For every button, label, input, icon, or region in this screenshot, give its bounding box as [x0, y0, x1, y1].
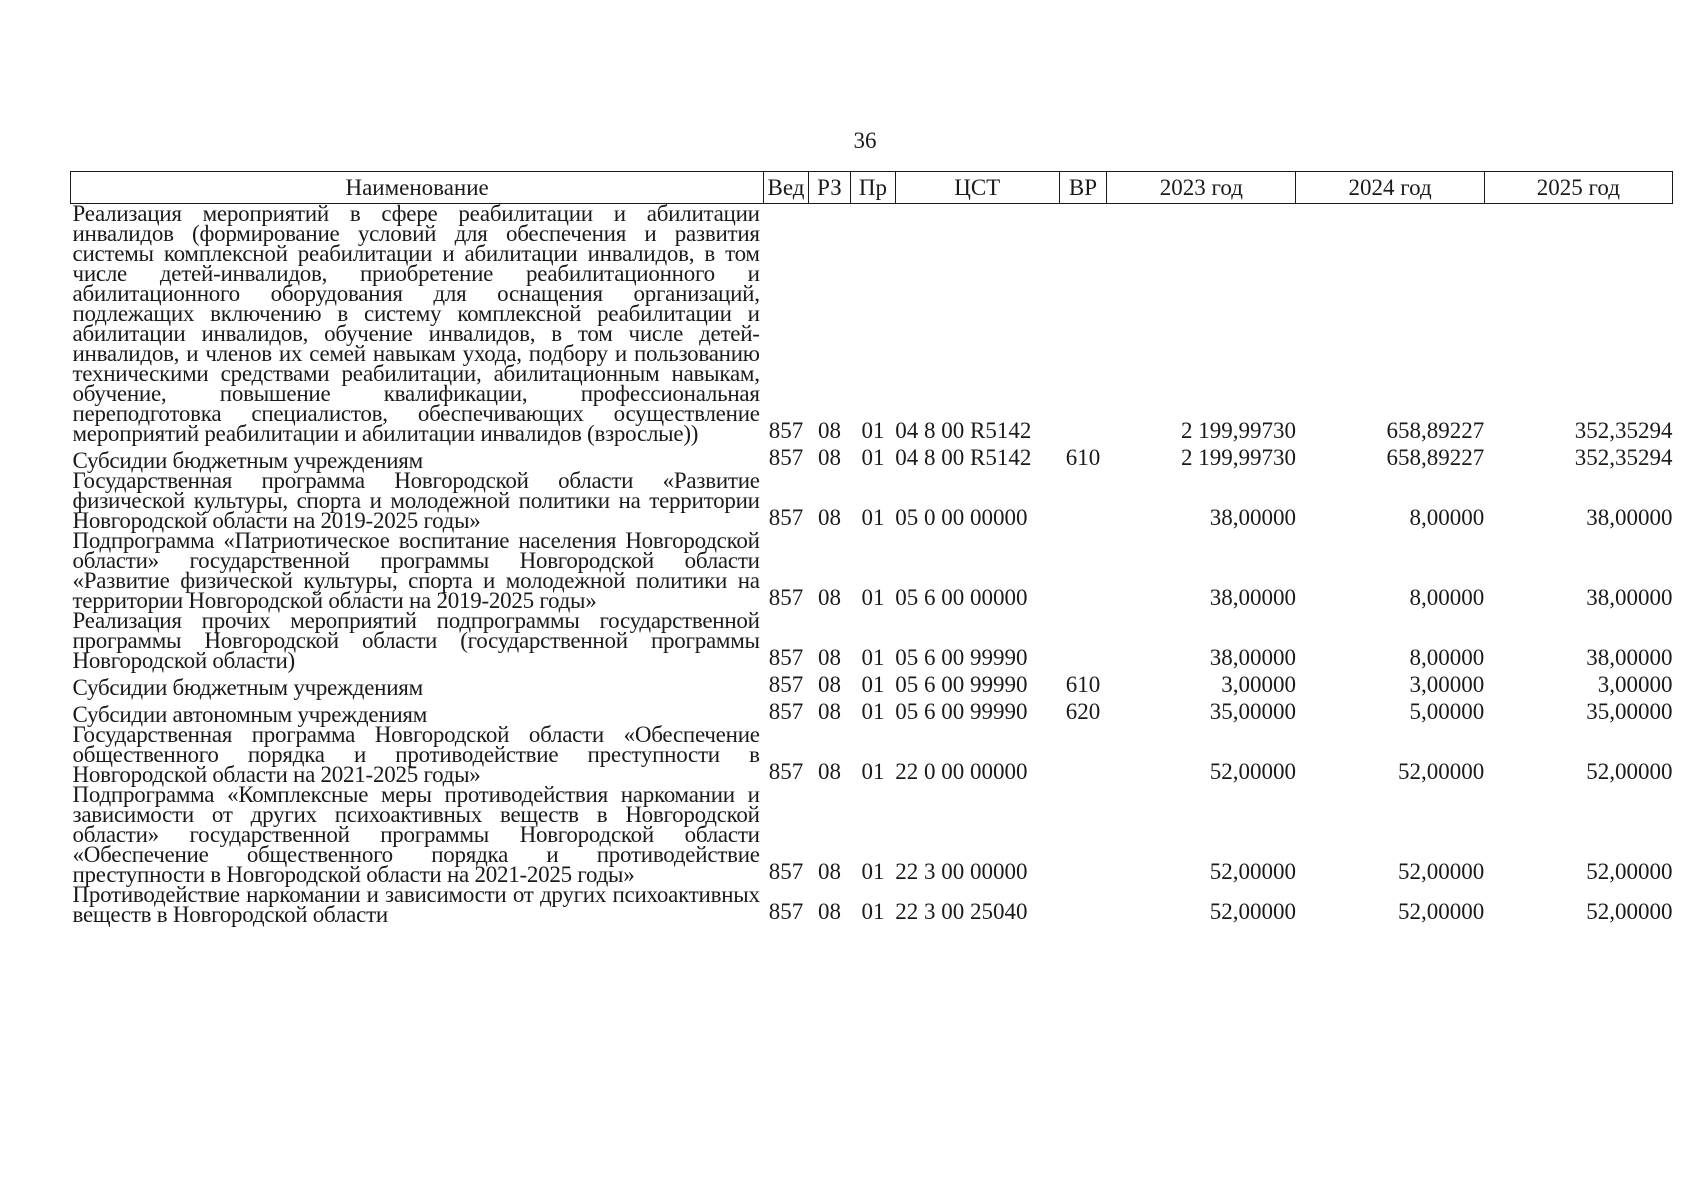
row-cst: 04 8 00 R5142: [895, 418, 1032, 443]
row-2023: 2 199,99730: [1180, 418, 1296, 443]
page-number: 36: [853, 128, 877, 153]
row-pr: 01: [861, 505, 885, 530]
table-row: [71, 444, 1673, 471]
row-cst: 05 6 00 99990: [895, 672, 1028, 697]
row-pr: 01: [861, 418, 885, 443]
row-2025: 352,35294: [1574, 418, 1673, 443]
row-ved: 857: [768, 672, 804, 697]
row-cst: 22 3 00 00000: [895, 859, 1028, 884]
header-2023: 2023 год: [1107, 172, 1296, 204]
row-rz: 08: [817, 445, 841, 470]
row-cst: 05 6 00 99990: [895, 699, 1028, 724]
row-rz: 08: [817, 672, 841, 697]
row-2024: 52,00000: [1397, 899, 1485, 924]
row-rz: 08: [817, 899, 841, 924]
row-name: Реализация прочих мероприятий подпрограммы государственной программы Новгородской области (государственной программы Новгородской области): [72, 608, 760, 673]
header-ved: Вед: [764, 172, 809, 204]
row-rz: 08: [817, 418, 841, 443]
row-2024: 52,00000: [1397, 859, 1485, 884]
row-2025: 352,35294: [1574, 445, 1673, 470]
row-vr: 610: [1065, 672, 1101, 697]
table-row: [71, 725, 1673, 785]
row-2025: 38,00000: [1586, 505, 1673, 530]
row-2023: 52,00000: [1209, 759, 1296, 784]
table-row: [71, 204, 1673, 445]
header-2025: 2025 год: [1484, 172, 1672, 204]
row-pr: 01: [861, 859, 885, 884]
row-2023: 52,00000: [1209, 899, 1296, 924]
row-2024: 5,00000: [1409, 699, 1485, 724]
row-rz: 08: [817, 645, 841, 670]
row-vr: 610: [1065, 445, 1101, 470]
row-2023: 2 199,99730: [1180, 445, 1296, 470]
row-name: Государственная программа Новгородской области «Развитие физической культуры, спорта и молодежной политики на территории Новгородской области на 2019-2025 годы»: [72, 468, 760, 533]
row-2025: 35,00000: [1586, 699, 1673, 724]
row-cst: 05 6 00 00000: [895, 585, 1028, 610]
row-vr: 620: [1065, 699, 1101, 724]
table-row: [71, 671, 1673, 698]
table-row: [71, 611, 1673, 671]
row-2024: 8,00000: [1409, 505, 1485, 530]
row-name: Субсидии автономным учреждениям: [72, 702, 428, 727]
row-name: Противодействие наркомании и зависимости от других психоактивных веществ в Новгородской области: [72, 882, 760, 927]
row-2024: 658,89227: [1386, 445, 1485, 470]
row-2024: 52,00000: [1397, 759, 1485, 784]
row-2023: 38,00000: [1209, 645, 1296, 670]
row-pr: 01: [861, 672, 885, 697]
row-pr: 01: [861, 899, 885, 924]
row-pr: 01: [861, 445, 885, 470]
row-name: Субсидии бюджетным учреждениям: [72, 675, 423, 700]
header-rz: РЗ: [808, 172, 851, 204]
row-pr: 01: [861, 645, 885, 670]
row-pr: 01: [861, 759, 885, 784]
header-name: Наименование: [71, 172, 764, 204]
row-2024: 8,00000: [1409, 645, 1485, 670]
row-vr: [1059, 611, 1107, 671]
row-2024: 8,00000: [1409, 585, 1485, 610]
row-ved: 857: [768, 418, 804, 443]
row-name: Подпрограмма «Патриотическое воспитание населения Новгородской области» государственной программы Новгородской области «Развитие физической культуры, спорта и молодежной политики на территории Новгородской области на 2019-2025 годы»: [72, 528, 760, 613]
header-cst: ЦСТ: [895, 172, 1059, 204]
row-rz: 08: [817, 699, 841, 724]
table-row: [71, 785, 1673, 885]
row-rz: 08: [817, 505, 841, 530]
row-vr: [1059, 725, 1107, 785]
row-2025: 38,00000: [1586, 645, 1673, 670]
row-2025: 3,00000: [1597, 672, 1673, 697]
row-vr: [1059, 785, 1107, 885]
row-2023: 52,00000: [1209, 859, 1296, 884]
row-2025: 52,00000: [1586, 759, 1673, 784]
table-row: [71, 471, 1673, 531]
row-name: Реализация мероприятий в сфере реабилитации и абилитации инвалидов (формирование условий для обеспечения и развития системы комплексной реабилитации и абилитации инвалидов, в том числе детей-инвалидов, приобретение реабилитационного и абилитационного оборудования для оснащения организаций, подлежащих включению в систему комплексной реабилитации и абилитации инвалидов, обучение инвалидов, в том числе детей-инвалидов, и членов их семей навыкам ухода, подбору и пользованию техническими средствами реабилитации, абилитационным навыкам, обучение, повышение квалификации, профессиональная переподготовка специалистов, обеспечивающих осуществление мероприятий реабилитации и абилитации инвалидов (взрослые)): [72, 201, 760, 446]
row-vr: [1059, 885, 1107, 925]
row-rz: 08: [817, 759, 841, 784]
row-ved: 857: [768, 759, 804, 784]
row-vr: [1059, 531, 1107, 611]
row-ved: 857: [768, 585, 804, 610]
row-2025: 52,00000: [1586, 859, 1673, 884]
row-name: Подпрограмма «Комплексные меры противодействия наркомании и зависимости от других психоактивных веществ в Новгородской области» государственной программы Новгородской области «Обеспечение общественного порядка и противодействие преступности в Новгородской области на 2021-2025 годы»: [72, 782, 760, 887]
header-pr: Пр: [851, 172, 896, 204]
table-row: [71, 531, 1673, 611]
budget-table: [70, 171, 1673, 925]
row-ved: 857: [768, 645, 804, 670]
row-cst: 05 6 00 99990: [895, 645, 1028, 670]
row-2023: 38,00000: [1209, 505, 1296, 530]
row-2024: 658,89227: [1386, 418, 1485, 443]
row-cst: 22 3 00 25040: [895, 899, 1028, 924]
row-rz: 08: [817, 859, 841, 884]
row-name: Субсидии бюджетным учреждениям: [72, 448, 423, 473]
row-cst: 22 0 00 00000: [895, 759, 1028, 784]
header-vr: ВР: [1059, 172, 1107, 204]
row-name: Государственная программа Новгородской области «Обеспечение общественного порядка и противодействие преступности в Новгородской области на 2021-2025 годы»: [72, 722, 760, 787]
row-cst: 04 8 00 R5142: [895, 445, 1032, 470]
row-ved: 857: [768, 505, 804, 530]
header-2024: 2024 год: [1296, 172, 1484, 204]
row-2023: 35,00000: [1209, 699, 1296, 724]
row-ved: 857: [768, 699, 804, 724]
row-vr: [1059, 204, 1107, 445]
row-cst: 05 0 00 00000: [895, 505, 1028, 530]
row-rz: 08: [817, 585, 841, 610]
table-row: [71, 698, 1673, 725]
row-2024: 3,00000: [1409, 672, 1485, 697]
row-2023: 3,00000: [1221, 672, 1296, 697]
row-2025: 52,00000: [1586, 899, 1673, 924]
row-2023: 38,00000: [1209, 585, 1296, 610]
table-header-row: [71, 172, 1673, 204]
row-ved: 857: [768, 899, 804, 924]
row-pr: 01: [861, 585, 885, 610]
row-2025: 38,00000: [1586, 585, 1673, 610]
row-ved: 857: [768, 445, 804, 470]
row-vr: [1059, 471, 1107, 531]
row-pr: 01: [861, 699, 885, 724]
row-ved: 857: [768, 859, 804, 884]
table-row: [71, 885, 1673, 925]
